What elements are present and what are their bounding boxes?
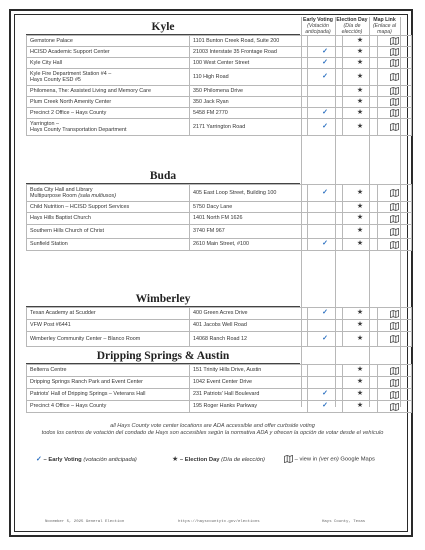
table-row: [27, 389, 412, 401]
check-icon: ✓: [322, 309, 328, 317]
location-name: Yarrington –: [30, 120, 59, 127]
location-name: Wimberley Community Center – Blanco Room: [30, 335, 141, 342]
location-name-line2: Multipurpose Room: [30, 193, 77, 199]
election-day-cell: [343, 332, 378, 347]
map-icon: [390, 335, 399, 343]
star-icon: ★: [356, 202, 364, 210]
location-name-line2: Hays County Transportation Department: [30, 127, 127, 133]
map-icon: [390, 241, 399, 249]
location-name-cell: [27, 320, 190, 332]
check-icon: ✓: [322, 188, 328, 196]
location-address: 1101 Bunton Creek Road, Suite 200: [190, 36, 308, 47]
map-icon: [284, 455, 293, 463]
location-name: Gemstone Palace: [30, 37, 73, 44]
table-row: [27, 86, 412, 97]
location-name-cell: [27, 202, 190, 213]
legend-early-voting-label: – Early Voting: [43, 457, 82, 463]
location-name-cell: [27, 86, 190, 97]
table-row: [27, 377, 412, 389]
early-voting-cell: [308, 47, 343, 58]
section-title: Buda: [26, 169, 300, 184]
map-icon: [390, 37, 399, 45]
locations-table: [26, 364, 412, 413]
election-day-cell: [343, 119, 378, 136]
table-row: [27, 320, 412, 332]
check-icon: ✓: [322, 390, 328, 398]
election-day-cell: [343, 213, 378, 225]
section-title: Dripping Springs & Austin: [26, 349, 300, 364]
early-voting-cell: [308, 365, 343, 377]
location-address: 151 Trinity Hills Drive, Austin: [190, 365, 308, 377]
election-day-cell: [343, 69, 378, 86]
location-address: 400 Green Acres Drive: [190, 308, 308, 320]
map-link-cell[interactable]: [378, 185, 412, 202]
location-name-cell: [27, 185, 190, 202]
footer-election-name: November 5, 2025 General Election: [45, 520, 125, 524]
table-row: [27, 332, 412, 347]
map-icon: [390, 322, 399, 330]
legend-election-day-es: (Día de elección): [221, 457, 265, 463]
map-link-cell[interactable]: [378, 108, 412, 119]
star-icon: ★: [356, 97, 364, 105]
location-address: 3740 FM 967: [190, 225, 308, 239]
map-link-cell[interactable]: [378, 320, 412, 332]
early-voting-cell: [308, 185, 343, 202]
location-address: 110 High Road: [190, 69, 308, 86]
location-address: 231 Patriots' Hall Boulevard: [190, 389, 308, 401]
location-name-cell: [27, 119, 190, 136]
early-voting-cell: [308, 69, 343, 86]
star-icon: ★: [356, 108, 364, 116]
early-voting-cell: [308, 108, 343, 119]
location-address: 405 East Loop Street, Building 100: [190, 185, 308, 202]
legend-map-es: (ver en): [318, 456, 339, 463]
star-icon: ★: [356, 72, 364, 80]
early-voting-cell: [308, 401, 343, 413]
early-voting-cell: [308, 58, 343, 69]
table-row: [27, 401, 412, 413]
location-name: Sunfield Station: [30, 241, 68, 248]
location-address: 5750 Dacy Lane: [190, 202, 308, 213]
note-spanish: todos los centros de votación del condado de Hays son accesibles según la normativa ADA y ofrecen la opción de votar desde el vehículo: [41, 430, 384, 436]
star-icon: ★: [356, 402, 364, 410]
locations-table: [26, 35, 412, 136]
early-voting-cell: [308, 308, 343, 320]
election-day-cell: [343, 185, 378, 202]
star-icon: ★: [356, 334, 364, 342]
location-name-cell: [27, 377, 190, 389]
map-icon: [390, 48, 399, 56]
location-name: Texan Academy at Scudder: [30, 310, 96, 317]
location-name-cell: [27, 213, 190, 225]
map-icon: [390, 98, 399, 106]
star-icon: ★: [356, 86, 364, 94]
location-name: HCISD Academic Support Center: [30, 48, 110, 55]
map-icon: [390, 215, 399, 223]
star-icon: ★: [356, 36, 364, 44]
early-voting-cell: [308, 97, 343, 108]
table-row: [27, 225, 412, 239]
election-day-cell: [343, 401, 378, 413]
map-icon: [390, 109, 399, 117]
location-name: Belterra Centre: [30, 367, 67, 374]
header-map-link-label: Map Link: [373, 17, 396, 23]
table-row: [27, 365, 412, 377]
table-row: [27, 239, 412, 251]
header-early-voting-label: Early Voting: [303, 17, 333, 23]
early-voting-cell: [308, 202, 343, 213]
header-early-voting-es: (Votación anticipada): [305, 23, 331, 35]
star-icon: ★: [356, 321, 364, 329]
locations-table: [26, 307, 412, 347]
check-icon: ✓: [322, 108, 328, 116]
map-icon: [390, 87, 399, 95]
location-name-cell: [27, 365, 190, 377]
map-link-cell[interactable]: [378, 377, 412, 389]
location-name-cell: [27, 58, 190, 69]
check-icon: ✓: [322, 58, 328, 66]
star-icon: ★: [356, 188, 364, 196]
star-icon: ★: [356, 122, 364, 130]
location-name: Precinct 4 Office – Hays County: [30, 403, 107, 410]
location-name-cell: [27, 108, 190, 119]
location-name-cell: [27, 225, 190, 239]
map-icon: [390, 310, 399, 318]
early-voting-cell: [308, 332, 343, 347]
location-name: Southern Hills Church of Christ: [30, 228, 105, 235]
star-icon: ★: [356, 378, 364, 386]
location-address: 350 Philomena Drive: [190, 86, 308, 97]
location-name-cell: [27, 332, 190, 347]
location-name: Buda City Hall and Library: [30, 186, 93, 193]
election-day-cell: [343, 225, 378, 239]
map-link-cell[interactable]: [378, 213, 412, 225]
location-name-cell: [27, 69, 190, 86]
location-name-cell: [27, 47, 190, 58]
table-row: [27, 97, 412, 108]
table-row: [27, 213, 412, 225]
section-title: Kyle: [26, 20, 300, 35]
location-name-cell: [27, 401, 190, 413]
early-voting-cell: [308, 119, 343, 136]
map-link-cell[interactable]: [378, 47, 412, 58]
map-link-cell[interactable]: [378, 86, 412, 97]
location-name: Philomena, The: Assisted Living and Memory Care: [30, 87, 151, 94]
section-title: Wimberley: [26, 292, 300, 307]
check-icon: ✓: [322, 402, 328, 410]
map-icon: [390, 379, 399, 387]
election-day-cell: [343, 58, 378, 69]
map-link-cell[interactable]: [378, 58, 412, 69]
map-link-cell[interactable]: [378, 36, 412, 47]
election-day-cell: [343, 320, 378, 332]
header-election-day-label: Election Day: [336, 17, 368, 23]
map-icon: [390, 203, 399, 211]
star-icon: ★: [356, 366, 364, 374]
early-voting-cell: [308, 320, 343, 332]
note-english: all Hays County vote center locations are ADA accessible and offer curbside voting: [110, 423, 315, 429]
election-day-cell: [343, 389, 378, 401]
location-name: Kyle Fire Department Station #4 –: [30, 70, 112, 77]
location-name: Patriots' Hall of Dripping Springs – Veterans Hall: [30, 391, 146, 398]
location-name: Dripping Springs Ranch Park and Event Center: [30, 379, 143, 386]
map-link-cell[interactable]: [378, 97, 412, 108]
election-day-cell: [343, 36, 378, 47]
location-address: 2171 Yarrington Road: [190, 119, 308, 136]
map-icon: [390, 403, 399, 411]
star-icon: ★: [356, 47, 364, 55]
location-address: 350 Jack Ryan: [190, 97, 308, 108]
location-name: Kyle City Hall: [30, 59, 63, 66]
location-address: 5458 FM 2770: [190, 108, 308, 119]
election-day-cell: [343, 377, 378, 389]
location-address: 14068 Ranch Road 12: [190, 332, 308, 347]
early-voting-cell: [308, 213, 343, 225]
star-icon: ★: [356, 227, 364, 235]
location-address: 1401 North FM 1626: [190, 213, 308, 225]
table-row: [27, 36, 412, 47]
star-icon: ★: [356, 309, 364, 317]
header-map-link-es: (Enlace al mapa): [372, 23, 397, 35]
map-icon: [390, 73, 399, 81]
check-icon: ✓: [36, 456, 42, 463]
location-address: 100 West Center Street: [190, 58, 308, 69]
election-day-cell: [343, 202, 378, 213]
location-name-note: (sala multiusos): [78, 193, 116, 199]
star-icon: ★: [356, 58, 364, 66]
location-name-cell: [27, 239, 190, 251]
legend-early-voting: [36, 455, 137, 463]
map-icon: [390, 391, 399, 399]
header-election-day-es: (Día de elección): [341, 23, 363, 35]
location-name: VFW Post #6441: [30, 322, 71, 329]
star-icon: ★: [356, 390, 364, 398]
check-icon: ✓: [322, 47, 328, 55]
location-name: Plum Creek North Amenity Center: [30, 98, 112, 105]
location-address: 1042 Event Center Drive: [190, 377, 308, 389]
legend-map-tail: Google Maps: [340, 456, 375, 463]
table-row: [27, 308, 412, 320]
election-day-cell: [343, 308, 378, 320]
map-icon: [390, 228, 399, 236]
table-row: [27, 58, 412, 69]
star-icon: ★: [172, 456, 179, 463]
check-icon: ✓: [322, 122, 328, 130]
early-voting-cell: [308, 86, 343, 97]
election-day-cell: [343, 86, 378, 97]
table-row: [27, 108, 412, 119]
location-name-cell: [27, 97, 190, 108]
map-link-cell[interactable]: [378, 69, 412, 86]
star-icon: ★: [356, 214, 364, 222]
location-name-cell: [27, 36, 190, 47]
map-link-cell[interactable]: [378, 389, 412, 401]
location-address: 21003 Interstate 35 Frontage Road: [190, 47, 308, 58]
legend-early-voting-es: (votación anticipada): [83, 457, 137, 463]
election-day-cell: [343, 108, 378, 119]
location-name: Child Nutrition – HCISD Support Services: [30, 203, 130, 210]
location-name-line2: Hays County ESD #5: [30, 77, 81, 83]
map-icon: [390, 189, 399, 197]
election-day-cell: [343, 47, 378, 58]
table-row: [27, 185, 412, 202]
election-day-cell: [343, 239, 378, 251]
footer-url[interactable]: https://hayscountytx.gov/elections: [178, 520, 260, 524]
map-link-cell[interactable]: [378, 239, 412, 251]
table-row: [27, 47, 412, 58]
table-row: [27, 119, 412, 136]
locations-table: [26, 184, 412, 251]
location-name: Precinct 2 Office – Hays County: [30, 109, 107, 116]
early-voting-cell: [308, 389, 343, 401]
legend-election-day-label: – Election Day: [179, 457, 220, 463]
location-address: 2610 Main Street, #100: [190, 239, 308, 251]
star-icon: ★: [356, 240, 364, 248]
legend-election-day: [172, 455, 265, 463]
legend-map-label: – view in: [294, 456, 318, 463]
table-row: [27, 202, 412, 213]
map-link-cell[interactable]: [378, 401, 412, 413]
map-link-cell[interactable]: [378, 225, 412, 239]
location-address: 401 Jacobs Well Road: [190, 320, 308, 332]
location-name: Hays Hills Baptist Church: [30, 215, 91, 222]
check-icon: ✓: [322, 240, 328, 248]
check-icon: ✓: [322, 72, 328, 80]
legend-map: [284, 455, 375, 463]
map-link-cell[interactable]: [378, 365, 412, 377]
map-link-cell[interactable]: [378, 332, 412, 347]
election-day-cell: [343, 365, 378, 377]
accessibility-notes: [40, 423, 385, 437]
election-day-cell: [343, 97, 378, 108]
early-voting-cell: [308, 239, 343, 251]
early-voting-cell: [308, 377, 343, 389]
footer-county: Hays County, Texas: [322, 520, 366, 524]
map-link-cell[interactable]: [378, 202, 412, 213]
location-name-cell: [27, 389, 190, 401]
map-link-cell[interactable]: [378, 308, 412, 320]
early-voting-cell: [308, 36, 343, 47]
table-row: [27, 69, 412, 86]
map-icon: [390, 59, 399, 67]
location-address: 195 Roger Hanks Parkway: [190, 401, 308, 413]
location-name-cell: [27, 308, 190, 320]
map-link-cell[interactable]: [378, 119, 412, 136]
early-voting-cell: [308, 225, 343, 239]
map-icon: [390, 367, 399, 375]
map-icon: [390, 123, 399, 131]
check-icon: ✓: [322, 334, 328, 342]
